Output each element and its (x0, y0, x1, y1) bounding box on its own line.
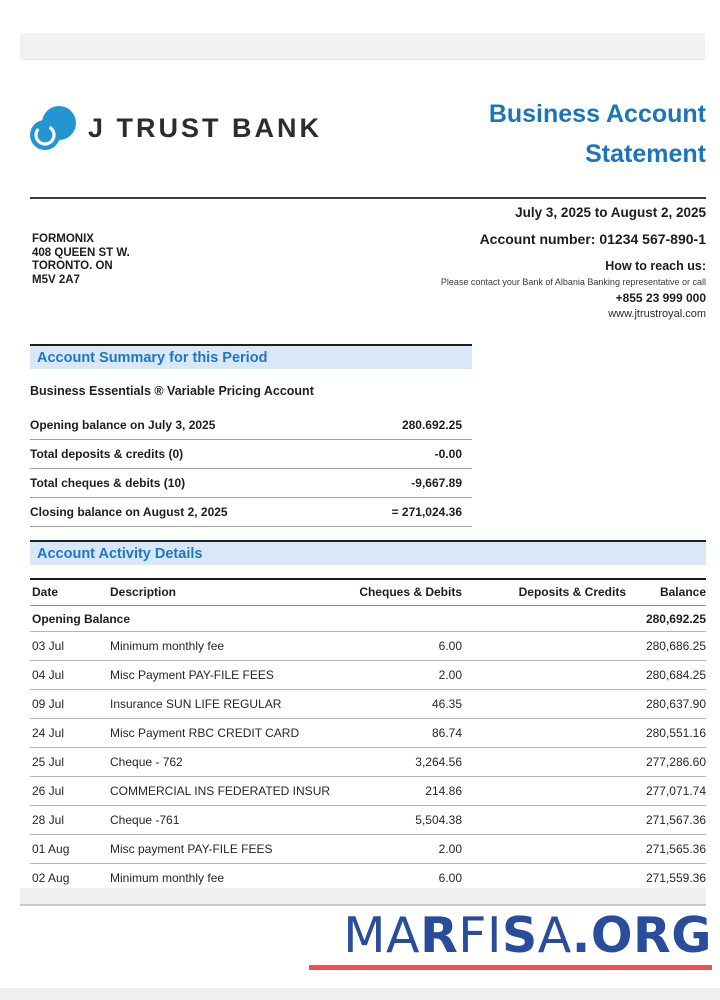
cell-description: Insurance SUN LIFE REGULAR (108, 690, 342, 719)
bank-name: J TRUST BANK (88, 113, 323, 143)
cell-description: Misc Payment PAY-FILE FEES (108, 661, 342, 690)
cell-balance: 280,684.25 (626, 661, 706, 690)
cell-description: Misc payment PAY-FILE FEES (108, 835, 342, 864)
cell-balance: 280,551.16 (626, 719, 706, 748)
bank-logo-icon (28, 102, 80, 156)
footer-brand-segment: .ORG (571, 907, 712, 964)
opening-balance-value: 280,692.25 (626, 606, 706, 632)
cell-date: 09 Jul (30, 690, 108, 719)
contact-heading: How to reach us: (605, 259, 706, 273)
cell-credit (462, 661, 626, 690)
col-header-date: Date (30, 579, 108, 606)
mid-gray-band (20, 888, 706, 906)
cell-debit: 6.00 (342, 632, 462, 661)
cell-balance: 271,565.36 (626, 835, 706, 864)
cell-debit: 2.00 (342, 661, 462, 690)
account-activity-section (30, 540, 706, 893)
cell-debit: 6.00 (342, 864, 462, 893)
cell-debit: 3,264.56 (342, 748, 462, 777)
cell-date: 26 Jul (30, 777, 108, 806)
table-row (30, 690, 706, 719)
summary-row-label: Total cheques & debits (10) (30, 476, 186, 490)
footer-brand-segment: R (420, 907, 459, 964)
activity-section-title: Account Activity Details (37, 545, 203, 562)
activity-header-row (30, 579, 706, 606)
top-gray-band (20, 33, 705, 60)
summary-row (30, 440, 472, 469)
cell-credit (462, 690, 626, 719)
cell-debit: 214.86 (342, 777, 462, 806)
footer-brand-segment: S (501, 907, 538, 964)
cell-description: Misc Payment RBC CREDIT CARD (108, 719, 342, 748)
summary-row-label: Opening balance on July 3, 2025 (30, 418, 216, 432)
opening-balance-label: Opening Balance (30, 606, 342, 632)
footer-brand-segment: MA (343, 907, 421, 964)
activity-table (30, 578, 706, 893)
summary-row-label: Total deposits & credits (0) (30, 447, 184, 461)
header-divider (30, 197, 706, 199)
table-row (30, 806, 706, 835)
contact-block (441, 259, 706, 320)
cell-debit: 46.35 (342, 690, 462, 719)
account-number: Account number: 01234 567-890-1 (479, 231, 706, 247)
cell-debit: 5,504.38 (342, 806, 462, 835)
col-header-balance: Balance (626, 579, 706, 606)
contact-phone: +855 23 999 000 (615, 291, 706, 305)
opening-balance-row (30, 606, 706, 632)
address-line: M5V 2A7 (32, 273, 80, 286)
summary-section-title: Account Summary for this Period (37, 349, 268, 366)
address-line: 408 QUEEN ST W. (32, 246, 130, 259)
address-line: FORMONIX (32, 233, 94, 245)
account-type: Business Essentials ® Variable Pricing Account (30, 384, 314, 398)
footer-brand-segment: A (537, 907, 572, 964)
col-header-debits: Cheques & Debits (342, 579, 462, 606)
cell-balance: 280,686.25 (626, 632, 706, 661)
summary-row-value: -9,667.89 (411, 476, 462, 490)
table-row (30, 835, 706, 864)
cell-description: Minimum monthly fee (108, 864, 342, 893)
cell-credit (462, 806, 626, 835)
summary-table (30, 411, 472, 527)
footer-brand-underline (309, 965, 712, 970)
col-header-description: Description (108, 579, 342, 606)
table-row (30, 748, 706, 777)
col-header-credits: Deposits & Credits (462, 579, 626, 606)
cell-balance: 280,637.90 (626, 690, 706, 719)
summary-row-label: Closing balance on August 2, 2025 (30, 505, 228, 519)
statement-period: July 3, 2025 to August 2, 2025 (515, 205, 706, 220)
cell-description: Minimum monthly fee (108, 632, 342, 661)
cell-debit: 86.74 (342, 719, 462, 748)
account-summary-section (30, 344, 472, 527)
table-row (30, 777, 706, 806)
cell-debit: 2.00 (342, 835, 462, 864)
summary-row (30, 498, 472, 527)
cell-date: 28 Jul (30, 806, 108, 835)
cell-balance: 277,286.60 (626, 748, 706, 777)
document-title-line1: Business Account (488, 100, 706, 128)
cell-balance: 271,559.36 (626, 864, 706, 893)
cell-credit (462, 632, 626, 661)
cell-date: 02 Aug (30, 864, 108, 893)
cell-date: 24 Jul (30, 719, 108, 748)
address-line: TORONTO. ON (32, 260, 113, 272)
summary-row (30, 411, 472, 440)
table-row (30, 632, 706, 661)
cell-description: COMMERCIAL INS FEDERATED INSUR (108, 777, 342, 806)
summary-section-header (30, 344, 472, 369)
activity-section-header (30, 540, 706, 565)
cell-credit (462, 835, 626, 864)
cell-date: 03 Jul (30, 632, 108, 661)
summary-row-value: -0.00 (434, 447, 462, 461)
customer-address (32, 233, 130, 287)
cell-balance: 271,567.36 (626, 806, 706, 835)
bottom-gray-band (0, 988, 720, 1000)
cell-date: 25 Jul (30, 748, 108, 777)
summary-row-value: 280.692.25 (401, 418, 462, 432)
cell-credit (462, 777, 626, 806)
table-row (30, 719, 706, 748)
cell-description: Cheque - 762 (108, 748, 342, 777)
document-title-line2: Statement (585, 140, 706, 168)
footer-brand-segment: FI (458, 907, 502, 964)
cell-balance: 277,071.74 (626, 777, 706, 806)
document-title (489, 94, 706, 174)
cell-date: 01 Aug (30, 835, 108, 864)
cell-credit (462, 719, 626, 748)
cell-credit (462, 748, 626, 777)
footer-brand-text (306, 907, 712, 964)
cell-date: 04 Jul (30, 661, 108, 690)
summary-row (30, 469, 472, 498)
contact-instruction: Please contact your Bank of Albania Banking representative or call (440, 277, 706, 287)
table-row (30, 661, 706, 690)
cell-description: Cheque -761 (108, 806, 342, 835)
contact-website: www.jtrustroyal.com (608, 308, 706, 320)
footer-brand (306, 907, 712, 970)
summary-row-value: = 271,024.36 (391, 505, 462, 519)
